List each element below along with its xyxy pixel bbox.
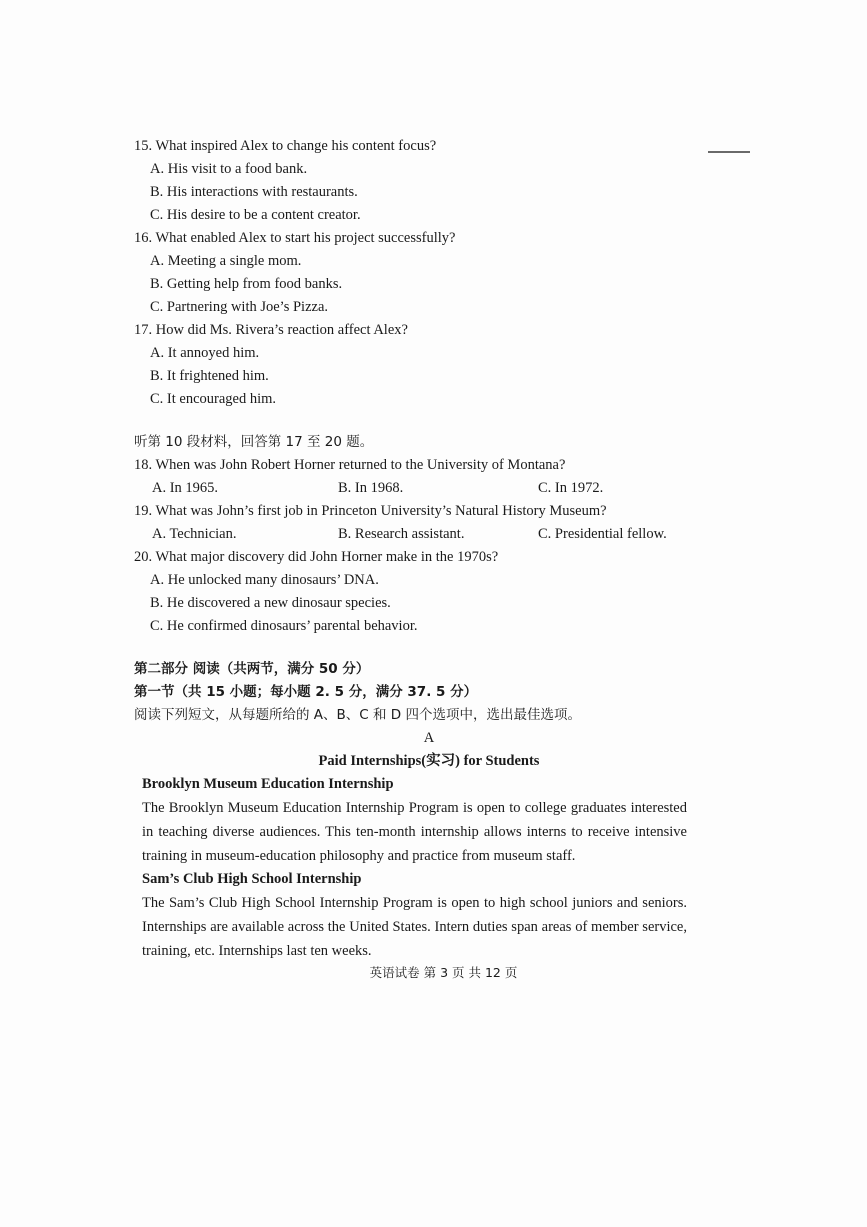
option-a: A. It annoyed him. [150,345,260,361]
option-b: B. It frightened him. [150,368,269,384]
scan-mark [708,151,750,153]
option-c: C. He confirmed dinosaurs’ parental behavior. [150,618,418,634]
option-b: B. Getting help from food banks. [150,276,343,292]
question-stem: 16. What enabled Alex to start his project successfully? [134,230,456,246]
question-stem: 18. When was John Robert Horner returned to the University of Montana? [134,457,566,473]
internship-description: The Brooklyn Museum Education Internship Program is open to college graduates interested in teaching diverse audiences. This ten-month internship allows interns to receive intensive training in museum-education philosophy and practice from museum staff. [142,800,687,864]
option-b: B. He discovered a new dinosaur species. [150,595,391,611]
question-16 [134,227,694,319]
internship-heading: Sam’s Club High School Internship [142,871,362,887]
question-stem: 19. What was John’s first job in Princeton University’s Natural History Museum? [134,503,607,519]
passage-letter: A [423,730,435,746]
reading-instruction: 阅读下列短文，从每题所给的 A、B、C 和 D 四个选项中，选出最佳选项。 [134,707,581,723]
option-b: B. His interactions with restaurants. [150,184,358,200]
option-a: A. Meeting a single mom. [150,253,302,269]
internship-heading: Brooklyn Museum Education Internship [142,776,394,792]
option-c: C. Partnering with Joe’s Pizza. [150,299,329,315]
question-15 [134,135,694,227]
question-18 [134,454,694,500]
page-content [134,135,694,963]
question-stem: 17. How did Ms. Rivera’s reaction affect Alex? [134,322,408,338]
internship-item [134,773,694,868]
part-2-heading: 第二部分 阅读（共两节，满分 50 分） [134,661,370,677]
internship-item [134,868,694,963]
option-a: A. He unlocked many dinosaurs’ DNA. [150,572,379,588]
question-stem: 20. What major discovery did John Horner make in the 1970s? [134,549,499,565]
passage-title: Paid Internships(实习) for Students [318,753,540,769]
option-c: C. In 1972. [538,480,604,496]
question-17 [134,319,694,411]
section-10-intro: 听第 10 段材料，回答第 17 至 20 题。 [134,434,374,450]
option-a: A. His visit to a food bank. [150,161,308,177]
page-footer: 英语试卷 第 3 页 共 12 页 [369,965,518,980]
question-20 [134,546,694,638]
option-a: A. Technician. [152,526,237,542]
option-a: A. In 1965. [152,480,219,496]
section-1-heading: 第一节（共 15 小题；每小题 2. 5 分，满分 37. 5 分） [134,684,478,700]
internship-description: The Sam’s Club High School Internship Program is open to high school juniors and seniors. Internships are available across the United States. Intern duties span areas of member service, training, etc. Internships last ten weeks. [142,895,687,959]
option-b: B. In 1968. [338,480,404,496]
option-b: B. Research assistant. [338,526,465,542]
question-19 [134,500,694,546]
option-c: C. Presidential fellow. [538,526,667,542]
option-c: C. His desire to be a content creator. [150,207,361,223]
question-stem: 15. What inspired Alex to change his content focus? [134,138,437,154]
option-c: C. It encouraged him. [150,391,277,407]
